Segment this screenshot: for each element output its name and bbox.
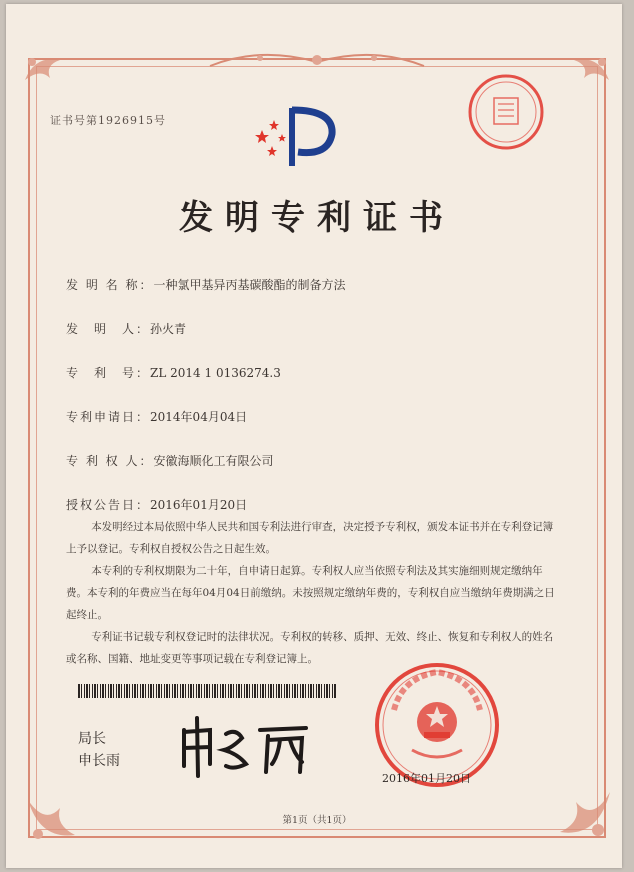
field-patentee (66, 452, 273, 469)
handwritten-signature (176, 710, 316, 780)
official-seal-small-icon (456, 70, 556, 160)
invention-name-label: 发 明 名 称： (66, 278, 154, 292)
seal-date: 2016年01月20日 (382, 772, 471, 785)
paragraph-grant: 本发明经过本局依照中华人民共和国专利法进行审查，决定授予专利权，颁发本证书并在专利登记簿上予以登记。专利权自授权公告之日起生效。 (66, 521, 554, 555)
paragraph-term: 本专利的专利权期限为二十年，自申请日起算。专利权人应当依照专利法及其实施细则规定缴纳年费。本专利的年费应当在每年04月04日前缴纳。未按照规定缴纳年费的，专利权自应当缴纳年费期满之日起终止。 (66, 565, 555, 621)
field-patent-number (66, 364, 281, 381)
patent-number-label: 专 利 号： (66, 366, 151, 380)
director-name: 申长雨 (78, 753, 120, 769)
patentee-label: 专 利 权 人： (66, 454, 154, 468)
field-filing-date (66, 408, 247, 425)
page-number: 第1页（共1页） (282, 815, 352, 826)
border-frame-inner (36, 66, 598, 830)
field-inventor (66, 320, 186, 337)
paragraph-record: 专利证书记载专利权登记时的法律状况。专利权的转移、质押、无效、终止、恢复和专利权人的姓名或名称、国籍、地址变更等事项记载在专利登记簿上。 (66, 631, 554, 665)
barcode (78, 684, 338, 698)
field-grant-date (66, 496, 247, 513)
filing-date-label: 专利申请日： (66, 410, 151, 424)
field-invention-name (66, 276, 345, 293)
invention-name-value: 一种氯甲基异丙基碳酸酯的制备方法 (153, 278, 346, 292)
certificate-number: 证书号第1926915号 (50, 114, 166, 127)
ornament-top-center (200, 46, 434, 76)
grant-date-value: 2016年01月20日 (150, 498, 248, 512)
filing-date-value: 2014年04月04日 (150, 410, 248, 424)
director-title: 局长 (78, 731, 106, 747)
ornament-corner-top-right (554, 50, 614, 90)
certificate-body-text (66, 516, 556, 670)
certificate-title: 发明专利证书 (179, 198, 455, 238)
patentee-value: 安徽海顺化工有限公司 (153, 454, 274, 468)
patent-office-emblem-icon (248, 100, 348, 175)
grant-date-label: 授权公告日： (66, 498, 151, 512)
inventor-value: 孙火青 (150, 322, 187, 336)
ornament-corner-top-left (20, 50, 80, 90)
patent-number-value: ZL 2014 1 0136274.3 (150, 366, 281, 380)
inventor-label: 发 明 人： (66, 322, 151, 336)
